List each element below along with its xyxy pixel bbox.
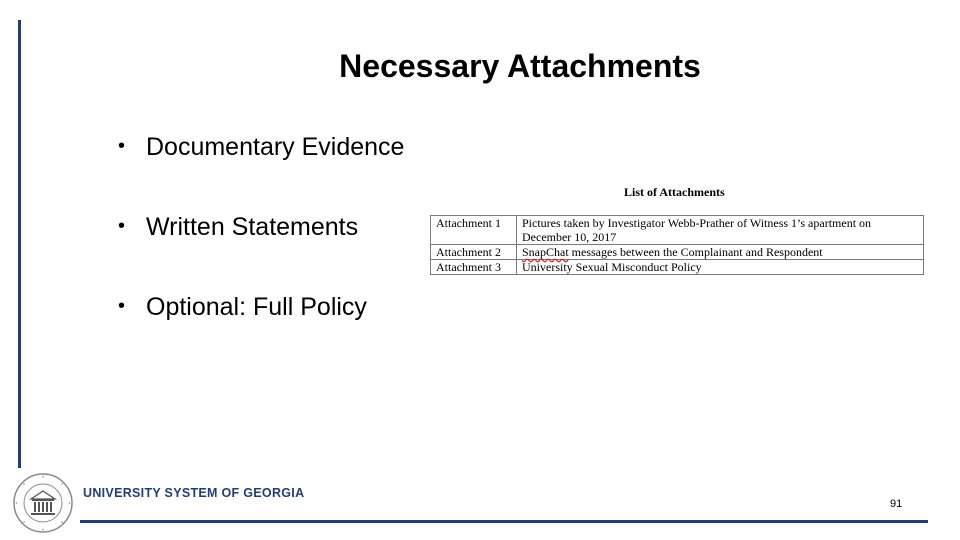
bullet-item [118,208,404,288]
bullet-text: Written Statements [146,213,359,241]
bullet-glyph: • [118,295,126,317]
attachments-heading: List of Attachments [624,185,725,199]
bullet-list [118,128,404,368]
bullet-glyph: • [118,135,126,157]
bullet-item [118,288,404,368]
usg-seal-icon [12,472,74,534]
attachment-description-rest: messages between the Complainant and Respondent [568,245,823,259]
spellcheck-flagged-word: SnapChat [522,245,569,259]
table-row [431,245,924,260]
attachments-table [430,215,924,275]
page-number: 91 [890,498,903,510]
bullet-text: Documentary Evidence [146,133,405,161]
table-row [431,260,924,275]
org-name: UNIVERSITY SYSTEM OF GEORGIA [83,486,305,500]
attachment-label: Attachment 3 [431,260,517,275]
attachment-label: Attachment 1 [431,216,517,245]
left-accent-rule [18,20,21,468]
bullet-text: Optional: Full Policy [146,293,367,321]
table-row [431,216,924,245]
attachment-description: Pictures taken by Investigator Webb-Prather of Witness 1’s apartment on December 10, 2017 [517,216,924,245]
bullet-glyph: • [118,215,126,237]
attachment-label: Attachment 2 [431,245,517,260]
footer-rule [80,520,928,523]
attachment-description: University Sexual Misconduct Policy [517,260,924,275]
attachment-description [517,245,924,260]
bullet-item [118,128,404,208]
slide-title: Necessary Attachments [339,48,701,84]
